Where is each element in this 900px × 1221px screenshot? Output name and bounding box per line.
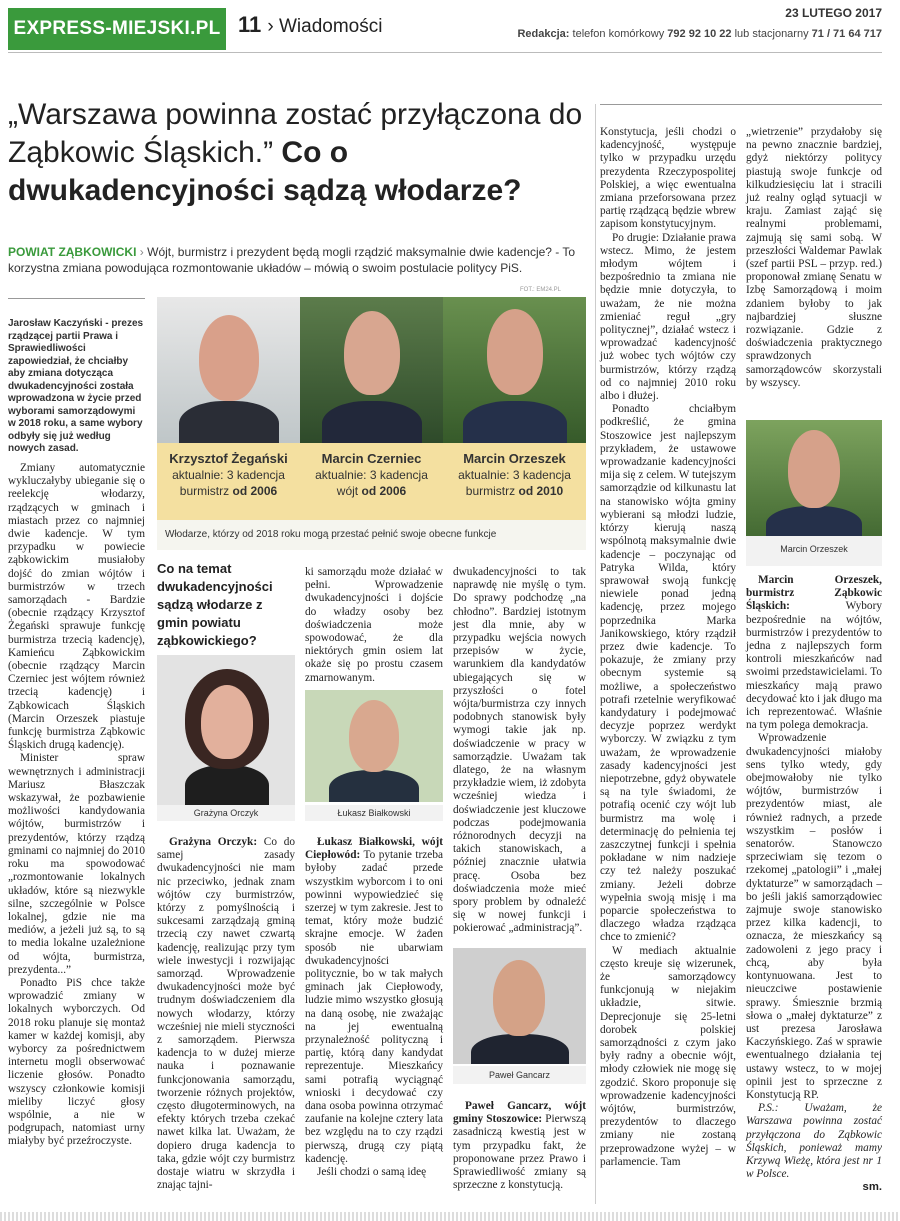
column-divider (595, 104, 596, 1204)
photo-credit: FOT.: EM24.PL (520, 287, 562, 293)
sidebar-rule (8, 298, 145, 299)
speaker-name: Paweł Gancarz, wójt gminy Stoszowice: (453, 1100, 586, 1126)
photo-orzeszek-small (746, 420, 882, 536)
paragraph: Minister spraw wewnętrznych i administracji Mariusz Błaszczak wskazywał, że pozbawienie możliwości kandydowania wójtów, burmistrzów i prezydentów, którzy rządzą gminami co najmniej do 2010 roku ma spowodować „rozmontowanie lokalnych układów, które są niezwykle silne, szczególnie w Polsce lokalnej, gdzie nie ma mediów, a jeżeli już są, to są to media lokalne uzależnione od wójta, burmistrza, prezydenta...” (8, 752, 145, 976)
photo-bialkowski (305, 690, 443, 802)
mayor-role: wójt od 2006 (336, 484, 407, 498)
mayor-term: aktualnie: 3 kadencja (172, 468, 285, 482)
page-footer-pattern (0, 1212, 900, 1221)
postscript: P.S.: Uważam, że Warszawa powinna zostać przyłączona do Ząbkowic Śląskich, ponieważ mamy Krzywą Wieżę, która jest nr 1 w Polsce. (746, 1102, 882, 1181)
section-name: › Wiadomości (267, 16, 383, 37)
paragraph: To pytanie trzeba byłoby zadać przede wszystkim wyborcom i to oni powinni wypowiedzieć się szerzej w tym zakresie. Jest to temat, który może budzić skrajne emocje. W żaden sposób nie ubarwiam dwukadencyjności politycznie, bo w tak małych gminach jak Ciepłowody, ludzie mimo wszystko głosują na daną osobę, nie zważając na jej ewentualną przynależność polityczną i partię, którą dany kandydat reprezentuje. Mieszkańcy sami potrafią wyciągnąć wnioski i decydować czy dana osoba powinna otrzymać zaufanie na kolejne cztery lata bez względu na to czy rządzi pierwszą, drugą czy piątą kadencję. (305, 849, 443, 1165)
paragraph: Konstytucja, jeśli chodzi o kadencyjność, występuje tylko w przypadku urzędu prezydenta Rzeczypospolitej Polskiej, a więc ewentualna zmiana przeforsowana przez partię rządzącą będzie wbrew zapisom konstytucyjnym. (600, 126, 736, 231)
headline-light: „Warszawa powinna zostać przyłączona do Ząbkowic Śląskich.” (8, 98, 583, 169)
paragraph: Zmiany automatycznie wykluczałyby ubieganie się o reelekcję włodarzy, rządzących w gminach i miastach przez co najmniej dwie kadencje. W tym przypadku w powiecie ząbkowickim musiałoby dojść do zmian wójtów i burmistrzów w trzech samorządach - Bardzie (obecnie rządzący Krzysztof Żegański sprawuje funkcję burmistrza trzecią kadencję), Kamieńcu Ząbkowickim (obecnie rządzący Marcin Czerniec jest wójtem również trzecią kadencję) i Ząbkowicach Śląskich (Marcin Orzeszek piastuje funkcję burmistrza Ząbkowic Śląskich drugą kadencję). (8, 462, 145, 752)
speaker-name: Łukasz Białkowski, wójt Ciepłowód: (305, 836, 443, 862)
page-number: 11 (238, 12, 262, 37)
mayor-card-2 (300, 451, 443, 499)
speaker-name: Grażyna Orczyk: (169, 836, 258, 848)
mayors-photo (157, 297, 586, 443)
right-rule (600, 104, 882, 105)
contact-text: telefon komórkowy (572, 28, 665, 40)
column-1 (8, 462, 145, 1149)
site-brand: EXPRESS-MIEJSKI.PL (8, 8, 226, 50)
photo-caption-bialkowski: Łukasz Białkowski (305, 805, 443, 821)
landline-number: 71 / 71 64 717 (811, 28, 882, 40)
paragraph: Jeśli chodzi o samą ideę (317, 1166, 427, 1179)
column-6-top (746, 126, 882, 390)
paragraph: Wprowadzenie dwukadencyjności miałoby sens tylko wtedy, gdy obejmowałoby nie tylko wójtów, burmistrzów i prezydentów miast, ale również radnych, a przede wszystkim – posłów i senatorów. Stanowczo sprzeciwiam się tezom o rzekomej „patologii” i „małej dyktaturze” w samorządach – bo jeśli jakiś samorządowiec zajmuje swoje stanowisko przez kilka kadencji, to oznacza, że mieszkańcy są zadowoleni z jego pracy i chcą, aby była kontynuowana. Jest to nieuczciwe postawienie sprawy. Śmiesznie brzmią słowa o „małej dyktaturze” z ust prezesa Jarosława Kaczyńskiego. Zaś w sprawie ewentualnego działania tej ustawy wstecz, to w mojej opinii jest to sprzeczne z Konstytucją RP. (746, 732, 882, 1101)
issue-date: 23 LUTEGO 2017 (785, 6, 882, 20)
paragraph: Pierwszą zasadniczą kwestią jest w tym przypadku fakt, że proponowane przez Prawo i Sprawiedliwość zmiany są sprzeczne z konstytucją. (453, 1113, 586, 1192)
column-4-top (453, 566, 586, 936)
column-2 (157, 836, 295, 1192)
mayor-name: Marcin Orzeszek (463, 451, 566, 466)
author-signature: sm. (862, 1181, 882, 1194)
column-6 (746, 574, 882, 1195)
column-3-top (305, 566, 443, 685)
contact-label: Redakcja: (517, 28, 570, 40)
page-section (238, 12, 382, 38)
mayor-name: Marcin Czerniec (321, 451, 422, 466)
photo-zeganski (157, 297, 300, 443)
mayors-namecards (157, 443, 586, 520)
mayor-term: aktualnie: 3 kadencja (315, 468, 428, 482)
photo-caption-orczyk: Grażyna Orczyk (157, 805, 295, 821)
photo-orzeszek (443, 297, 586, 443)
paragraph: Po drugie: Działanie prawa wstecz. Mimo, że jestem młodym wójtem i bezpośrednio ta zmiana nie będzie mnie dotyczyła, to uważam, że nie można zmieniać reguł „gry politycznej”, działać wstecz i wprowadzać kadencyjność już wobec tych wójtów czy burmistrzów, którzy rządzą od co najmniej 2010 roku albo i dłużej. (600, 231, 736, 403)
column-3 (305, 836, 443, 1179)
lead-text: Wójt, burmistrz i prezydent będą mogli rządzić maksymalnie dwie kadencje? - To korzystna zmiana powodująca rozmontowanie układów – mówią o swoim postulacie politycy PiS. (8, 245, 576, 275)
headline-bold: Co o dwukadencyjności sądzą włodarze? (8, 136, 522, 207)
paragraph: Co do samej zasady dwukadencyjności nie mam nic przeciwko, jednak znam wójtów czy burmistrzów, którzy z pomyślnością i sukcesami zarządzają gminą trzecią czy nawet czwartą kadencję, realizując przy tym wiele inwestycji i rozwijając samorząd. Wprowadzenie dwukadencyjności może być trudnym doświadczeniem dla nowych włodarzy, którzy wcześniej nie mieli styczności z samorządem. Pierwsza kadencja to w dużej mierze nauka i poznawanie funkcjonowania samorządu, tworzenie różnych projektów, często długoterminowych, na efekty których trzeba czekać nawet kilka lat. Uważam, że dopiero druga kadencja to taka, gdzie wójt czy burmistrz dostaje wiatru w skrzydła i znając tajni- (157, 836, 295, 1192)
paragraph: W mediach aktualnie często kreuje się wizerunek, że samorządowcy funkcjonują w niejakim układzie, sitwie. Deprecjonuje się 25-letni dorobek polskiej samorządności z czym jako były radny a obecnie wójt, młody człowiek nie mogę się zgodzić. Skoro proponuje się wprowadzenie kadencyjności wójtów, burmistrzów, prezydentów to dlaczego zmiany nie zostaną przeprowadzone wyżej – w parlamencie. Tam (600, 944, 736, 1168)
column-5 (600, 126, 736, 1169)
photo-caption-gancarz: Paweł Gancarz (453, 1066, 586, 1084)
mayor-role: burmistrz od 2006 (179, 484, 278, 498)
mayor-card-3 (443, 451, 586, 499)
contact-or: lub stacjonarny (734, 28, 809, 40)
header-rule (8, 52, 882, 53)
mayor-role: burmistrz od 2010 (465, 484, 564, 498)
kicker: POWIAT ZĄBKOWICKI (8, 245, 137, 259)
mayor-term: aktualnie: 3 kadencja (458, 468, 571, 482)
headline (8, 96, 586, 210)
contact-line (517, 28, 882, 40)
column-4 (453, 1100, 586, 1192)
photo-gancarz (453, 948, 586, 1064)
mayor-card-1 (157, 451, 300, 499)
sidebar-intro: Jarosław Kaczyński - prezes rządzącej partii Prawa i Sprawiedliwości zapowiedział, że chciałby aby zmiana dotycząca dwukadencyjności została wprowadzona w życie przed wyborami samorządowymi w 2018 roku, a same wybory odbyły się już według nowych zasad. (8, 318, 144, 454)
paragraph: ki samorządu może działać w pełni. Wprowadzenie dwukadencyjności i dojście do władzy osoby bez doświadczenia może spowodować, że dla niektórych gmin osiem lat okaże się po prostu czasem zmarnowanym. (305, 566, 443, 684)
interview-title: Co na temat dwukadencyjności sądzą włodarze z gmin powiatu ząbkowickiego? (157, 561, 273, 648)
speaker-name: Marcin Orzeszek, burmistrz Ząbkowic Śląskich: (746, 574, 882, 613)
paragraph: „wietrzenie” przydałoby się na pewno znacznie bardziej, gdyż niektórzy politycy piastują swoje funkcje od kilkudziesięciu lat i stracili już realny ogląd sytuacji w kraju. Zamiast zająć się realnymi problemami, zajmują się sami sobą. W przeszłości Waldemar Pawlak (szef partii PSL – przyp. red.) proponował zmianę Senatu w Izbę Samorządową i moim zdaniem byłoby to jak najbardziej słuszne rozwiązanie. Gdzie z doświadczenia praktycznego sprawdzonych samorządowców skorzystali by wszyscy. (746, 126, 882, 389)
photo-czerniec (300, 297, 443, 443)
paragraph: Ponadto chciałbym podkreślić, że gmina Stoszowice jest najlepszym przykładem, że ustawowe wprowadzanie kadencyjności mija się z celem. W tutejszym samorządzie od kilkunastu lat na stanowisko wójta gminy wybierani są młodzi ludzie, którzy kierują naszą wspólnotą maksymalnie dwie kadencje – poczynając od Patryka Wilda, który sprawował swoją funkcję niewiele ponad jedną kadencję, przez mojego poprzednika Marka Janikowskiego, który rządził przez dwie kadencje. To pokazuje, że zmiany przy obecnym systemie są możliwe, a społeczeństwo potrafi rzetelnie weryfikować kandydatury i podejmować decyzje poprzez werdykt wyborczy. W związku z tym uważam, że wprowadzenie zasady kadencyjności jest niepotrzebne, gdyż obywatele są na tyle świadomi, że potrafią ocenić czy wójt lub burmistrz ma wolę i determinację do pełnienia tej zaszczytnej funkcji i spełnia pokładane w nim nadzieje czy też należy poszukać zmiany. Jeżeli dobrze wypełnia swoją misję i ma poparcie społeczeństwa to dlaczego władza rządząca chce to zmienić? (600, 403, 736, 944)
paragraph: Ponadto PiS chce także wprowadzić zmiany w lokalnych wyborczych. Od 2018 roku planuje się montaż kamer w każdej komisji, aby wyborcy za pośrednictwem internetu mogli obserwować liczenie głosów. Ponadto wszyscy członkowie komisji mieliby liczyć głosy wspólnie, a nie w podgrupach, natomiast urny miałyby być przeźroczyste. (8, 976, 145, 1148)
lead (8, 244, 586, 276)
mobile-number: 792 92 10 22 (667, 28, 732, 40)
photo-orczyk (157, 655, 295, 805)
photo-caption: Włodarze, którzy od 2018 roku mogą przestać pełnić swoje obecne funkcje (157, 520, 586, 550)
kicker-arrow: › (139, 245, 144, 259)
paragraph: dwukadencyjności to tak naprawdę nie myślę o tym. Do sprawy podchodzę „na chłodno”. Bardziej istotnym jest dla mnie, aby w przypadku wejścia nowych przepisów w życie, warunkiem dla kandydatów ubiegających się w przyszłości o fotel wójta/burmistrza czy innych podobnych stanowisk były wymogi takie jak np. doświadczenie w pracy w samorządzie. Uważam tak dlatego, że na własnym przykładzie wiem, iż zdobyta wcześniej wiedza i doświadczenie jest kluczowe podczas podejmowania różnorodnych decyzji na takich stanowiskach, a później znacznie ułatwia pracę. Osoba bez doświadczenia może mieć spory problem by odnaleźć się w nowej funkcji i pokierować „administracją”. (453, 566, 586, 935)
photo-caption-orzeszek: Marcin Orzeszek (746, 536, 882, 566)
mayor-name: Krzysztof Żegański (169, 451, 288, 466)
paragraph: Wybory bezpośrednie na wójtów, burmistrzów i prezydentów to jedna z najlepszych form kontroli mieszkańców nad swoimi przedstawicielami. To mieszkańcy mają prawo decydować kto i jak długo ma ich reprezentować. Właśnie na tym polega demokracja. (746, 600, 882, 732)
